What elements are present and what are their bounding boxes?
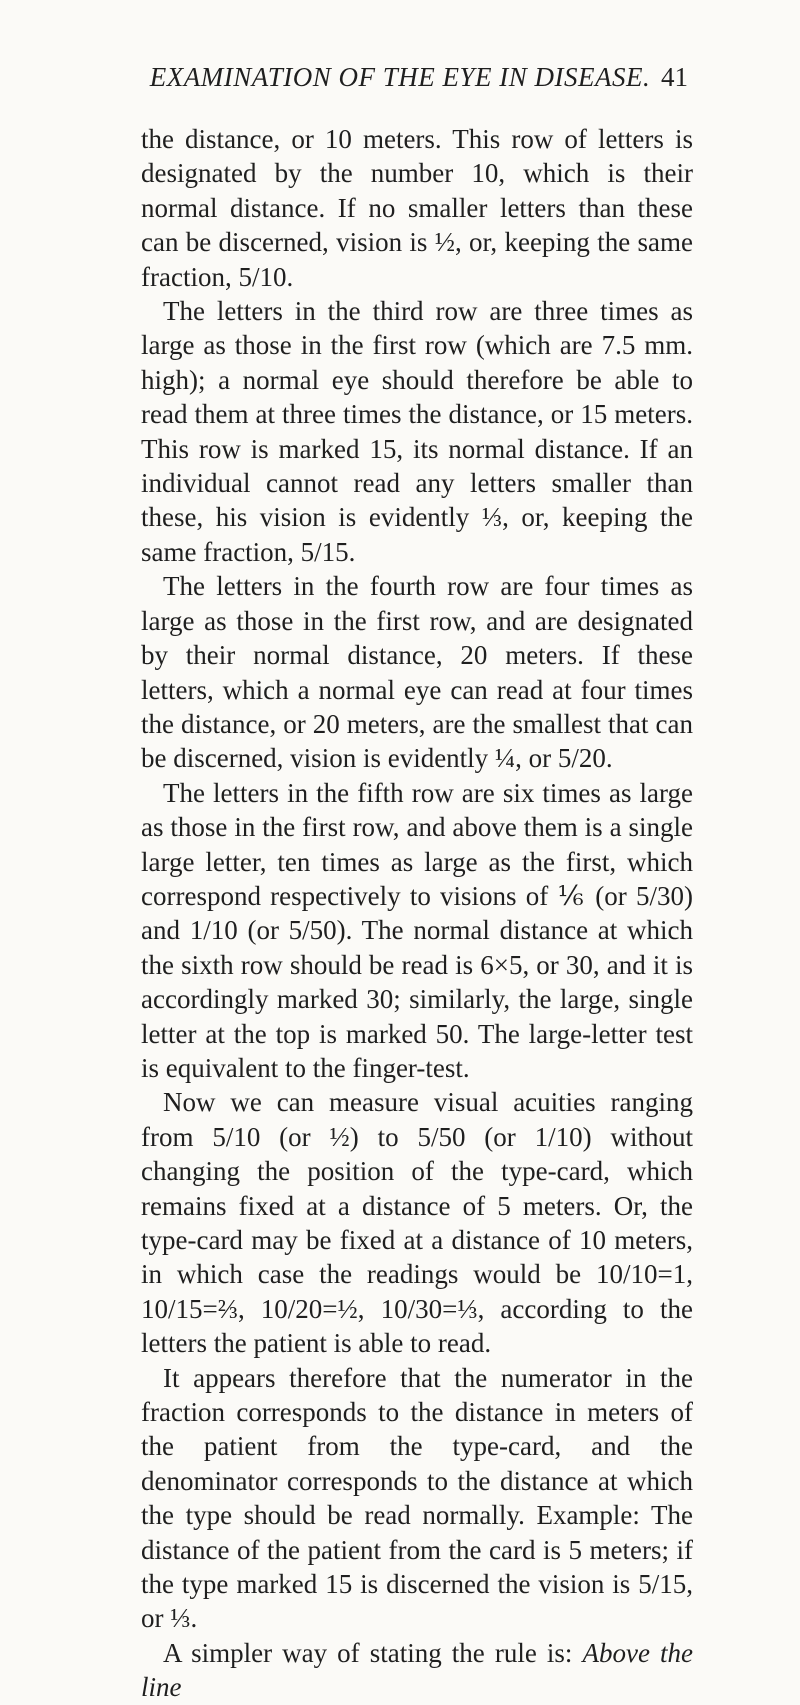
paragraph: It appears therefore that the numerator in the fraction corresponds to the distance in meters of the patient from the type-card, and the denominator corresponds to the distance at which the type should be read normally. Example: The distance of the patient from the card is 5 meters; if the type marked 15 is discerned the vision is 5/15, or ⅓. (141, 1362, 693, 1634)
page-header (0, 62, 800, 102)
italic-phrase: Above the line (141, 1637, 694, 1703)
paragraph: The letters in the fourth row are four times as large as those in the first row, and are designated by their normal distance, 20 meters. If these letters, which a normal eye can read at four times the distance, or 20 meters, are the smallest that can be discerned, vision is evidently ¼, or 5/20. (141, 571, 693, 774)
running-head: EXAMINATION OF THE EYE IN DISEASE. (149, 62, 651, 92)
paragraph-text: A simpler way of stating the rule is: (163, 1637, 573, 1668)
paragraph: The letters in the third row are three times as large as those in the first row (which are 7.5 mm. high); a normal eye should therefore be able to read them at three times the distance, or 15 meters. This row is marked 15, its normal distance. If an individual cannot read any letters smaller than these, his vision is evidently ⅓, or, keeping the same fraction, 5/15. (141, 296, 693, 567)
paragraph: Now we can measure visual acuities ranging from 5/10 (or ½) to 5/50 (or 1/10) without changing the position of the type-card, which remains fixed at a distance of 5 meters. Or, the type-card may be fixed at a distance of 10 meters, in which case the readings would be 10/10=1, 10/15=⅔, 10/20=½, 10/30=⅓, according to the letters the patient is able to read. (141, 1087, 693, 1359)
paragraph: The letters in the fifth row are six times as large as those in the first row, and above them is a single large letter, ten times as large as the first, which correspond respectively to visions of ⅙ (or 5/30) and 1/10 (or 5/50). The normal distance at which the sixth row should be read is 6×5, or 30, and it is accordingly marked 30; similarly, the large, single letter at the top is marked 50. The large-letter test is equivalent to the finger-test. (141, 777, 693, 1083)
paragraph-last (141, 1636, 693, 1705)
paragraph: the distance, or 10 meters. This row of letters is designated by the number 10, which is their normal distance. If no smaller letters than these can be discerned, vision is ½, or, keeping the same fraction, 5/10. (141, 124, 693, 292)
body-text (141, 122, 693, 1705)
page-number: 41 (661, 62, 688, 92)
